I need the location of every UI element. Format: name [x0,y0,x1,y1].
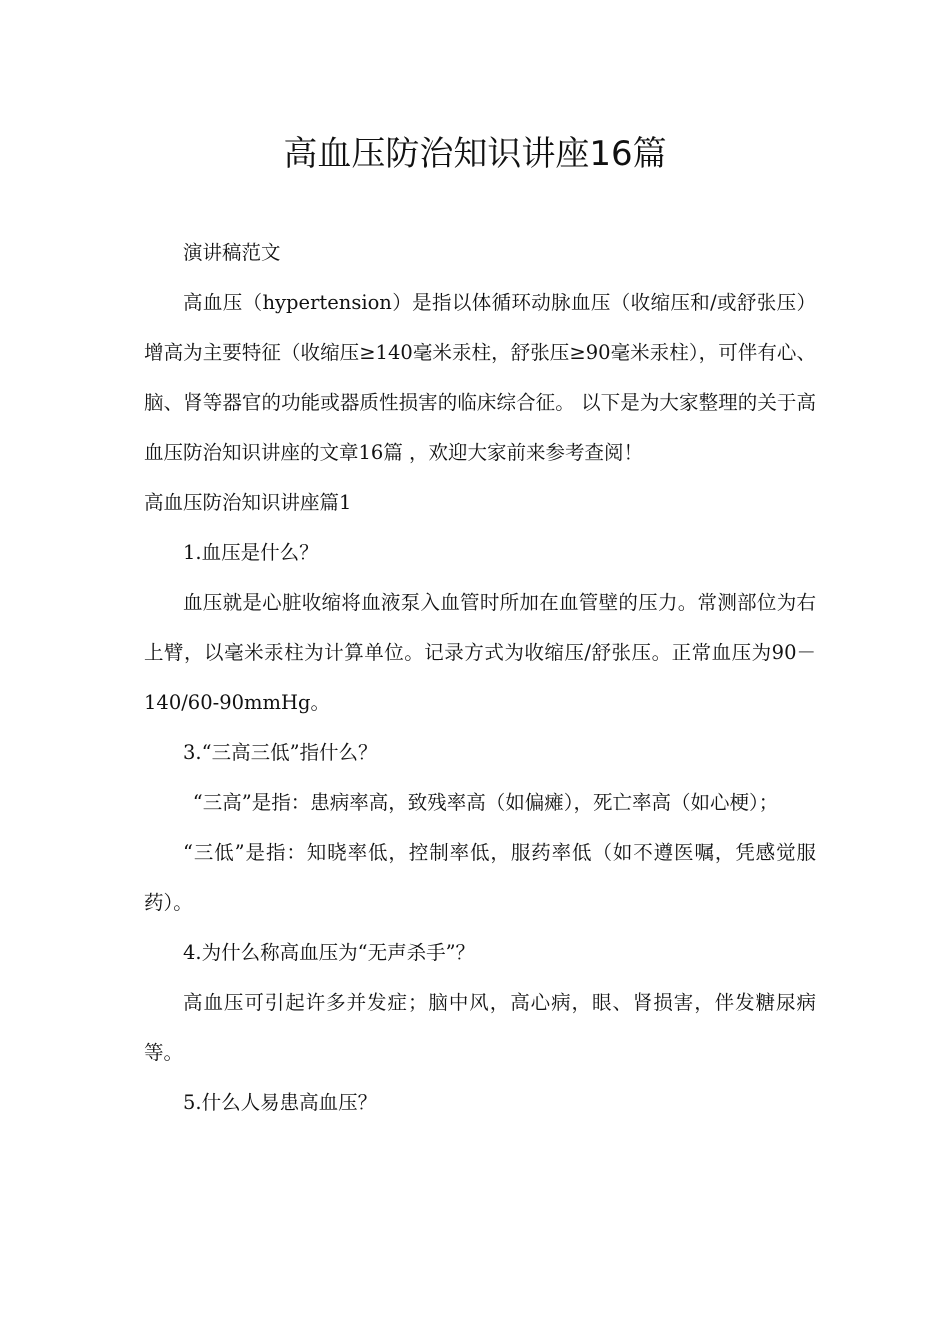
question-heading-4: 4.为什么称高血压为“无声杀手”？ [183,941,476,964]
answer-paragraph-4: 高血压可引起许多并发症；脑中风，高心病，眼、肾损害，伴发糖尿病等。 [144,991,816,1064]
document-body [144,228,816,1128]
question-heading-5: 5.什么人易患高血压？ [183,1091,378,1114]
intro-paragraph: 高血压（hypertension）是指以体循环动脉血压（收缩压和/或舒张压）增高为主要特征（收缩压≥140毫米汞柱，舒张压≥90毫米汞柱），可伴有心、脑、肾等器官的功能或器质性损害的临床综合征。 以下是为大家整理的关于高血压防治知识讲座的文章16篇 ，欢迎大家前来参考查阅！ [144,291,816,464]
answer-paragraph-three-high: “三高”是指：患病率高，致残率高（如偏瘫），死亡率高（如心梗）； [192,791,779,814]
question-heading-1: 1.血压是什么？ [183,541,319,564]
document-title: 高血压防治知识讲座16篇 [283,134,667,174]
answer-paragraph-three-low: “三低”是指：知晓率低，控制率低，服药率低（如不遵医嘱，凭感觉服药）。 [144,841,816,914]
document-category: 演讲稿范文 [183,241,281,264]
question-heading-3: 3.“三高三低”指什么？ [183,741,378,764]
answer-paragraph-1: 血压就是心脏收缩将血液泵入血管时所加在血管壁的压力。常测部位为右上臂，以毫米汞柱为计算单位。记录方式为收缩压/舒张压。正常血压为90－140/60-90mmHg。 [144,591,816,714]
section-heading: 高血压防治知识讲座篇1 [144,491,352,514]
